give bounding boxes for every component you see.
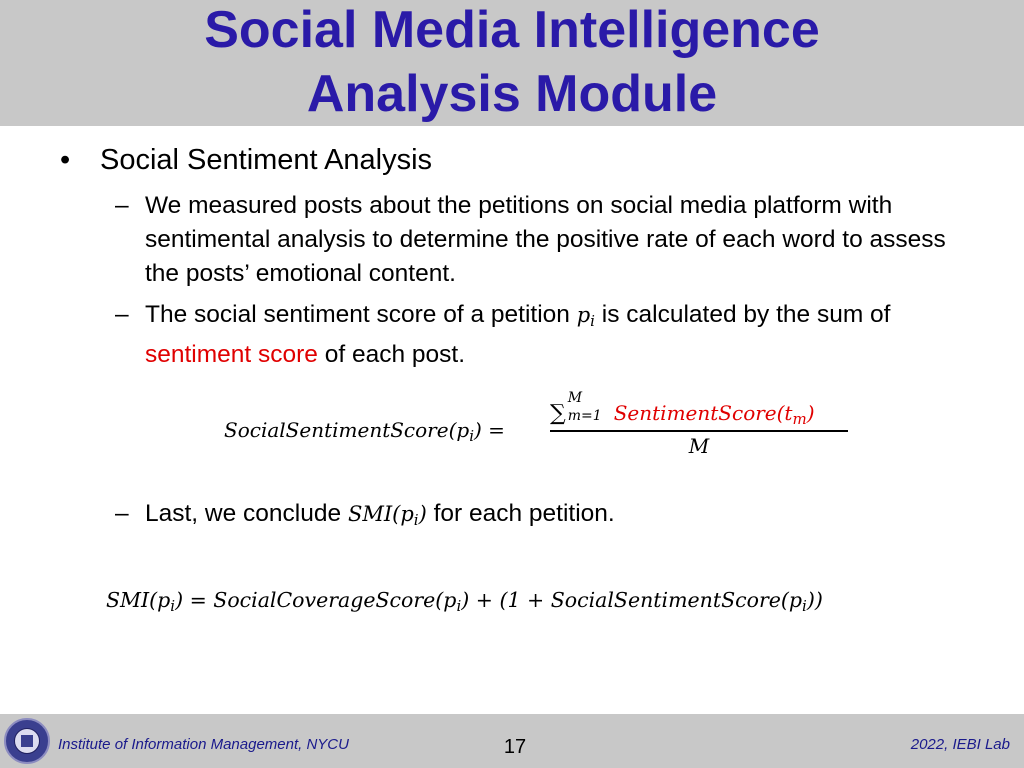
smi-var-end: ) <box>418 502 427 526</box>
var-p-sub: i <box>590 312 595 330</box>
sub-text-score <box>145 298 975 372</box>
footer-bar <box>0 714 1024 768</box>
score-after: is calculated by the sum of <box>594 301 891 328</box>
eq1-num-sub: m <box>792 410 807 428</box>
eq2-d: )) <box>806 588 823 612</box>
sentiment-score-highlight: sentiment score <box>145 341 318 368</box>
conclude-before: Last, we conclude <box>145 500 348 527</box>
sub-dash: – <box>115 192 129 219</box>
footer-lab: 2022, IEBI Lab <box>910 736 1010 753</box>
slide-title-line2: Analysis Module <box>306 65 718 123</box>
university-seal-icon <box>4 718 50 764</box>
eq2-c-sub: i <box>802 597 807 615</box>
sub-text-conclude <box>145 497 975 537</box>
var-p: p <box>576 303 591 327</box>
equation-2 <box>106 588 823 615</box>
seal-core <box>21 735 33 747</box>
eq2-c: ) + (1 + SocialSentimentScore(p <box>461 588 803 612</box>
sub-dash: – <box>115 500 129 527</box>
eq2-a: SMI(p <box>106 588 171 612</box>
slide-title-line1: Social Media Intelligence <box>204 1 820 59</box>
eq1-num-end: ) <box>806 401 815 425</box>
smi-var: SMI(p <box>347 502 414 526</box>
eq1-num-text: SentimentScore(t <box>613 401 793 425</box>
score-before: The social sentiment score of a petition <box>145 301 577 328</box>
eq1-lhs-sub: i <box>469 427 474 445</box>
seal-inner <box>14 728 40 754</box>
eq2-b: ) = SocialCoverageScore(p <box>175 588 457 612</box>
sigma-symbol: ∑ <box>550 401 566 426</box>
equation-1-fraction <box>550 390 848 465</box>
eq2-a-sub: i <box>170 597 176 615</box>
conclude-after: for each petition. <box>426 500 615 527</box>
smi-var-sub: i <box>413 511 419 529</box>
bullet-text: Social Sentiment Analysis <box>100 144 433 176</box>
eq1-denominator: M <box>688 434 710 458</box>
sigma-limits <box>566 390 614 424</box>
eq1-lhs-end: ) = <box>474 418 505 442</box>
score-end: of each post. <box>317 341 466 368</box>
footer-institute: Institute of Information Management, NYCU <box>58 736 349 753</box>
eq2-b-sub: i <box>456 597 462 615</box>
sub-dash: – <box>115 301 129 328</box>
equation-1-lhs <box>224 418 505 445</box>
sub-text-measured: We measured posts about the petitions on social media platform with sentimental analysis to determine the positive rate of each word to assess the posts’ emotional content. <box>145 192 946 287</box>
fraction-bar <box>550 430 848 432</box>
sigma-upper: M <box>567 390 583 406</box>
bullet-dot: • <box>60 144 71 176</box>
eq1-numerator <box>550 390 848 428</box>
page-number: 17 <box>503 736 527 758</box>
eq1-lhs: SocialSentimentScore(p <box>224 418 470 442</box>
sigma-lower: m=1 <box>567 408 602 424</box>
